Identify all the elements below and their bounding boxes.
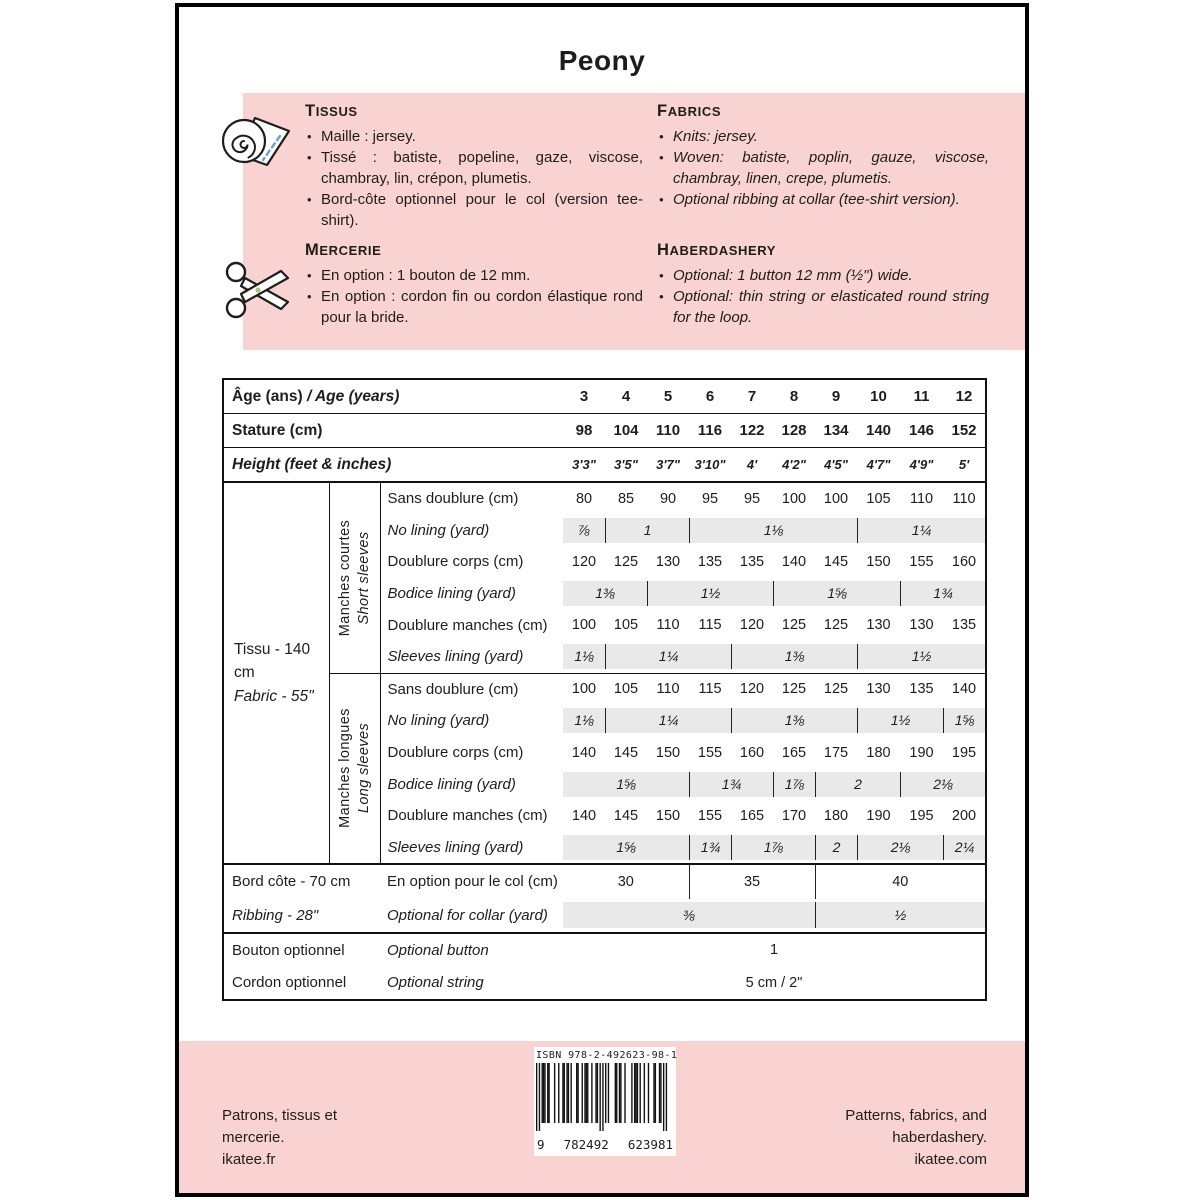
yard-value: 1⅜ <box>731 705 857 737</box>
ribbing-label-en: Ribbing - 28" <box>232 906 319 924</box>
isbn-label: ISBN 978-2-492623-98-1 <box>536 1050 678 1061</box>
barcode-digit-group: 9 <box>537 1137 545 1152</box>
mercerie-heading: MERCERIE <box>305 241 382 259</box>
fabrics-heading: FABRICS <box>657 102 722 120</box>
extra-value: 5 cm / 2" <box>745 974 803 991</box>
age-row-label: Âge (ans) / Age (years) <box>223 379 563 414</box>
yard-value: 1⅜ <box>563 578 647 610</box>
yard-value: 1⅝ <box>943 705 986 737</box>
cm-value: 130 <box>866 617 891 634</box>
row-label: Sans doublure (cm) <box>380 482 563 515</box>
age-value: 12 <box>943 379 986 414</box>
footer-left <box>222 1105 337 1171</box>
ribbing-cm-label: En option pour le col (cm) <box>380 864 563 899</box>
row-label: Sleeves lining (yard) <box>387 648 524 666</box>
extra-label-en: Optional string <box>387 974 484 992</box>
cm-value: 200 <box>951 807 977 824</box>
fabric-roll-icon <box>217 109 303 173</box>
height-value: 3'5" <box>614 457 638 472</box>
collar-yard-value: ½ <box>815 899 986 934</box>
cm-value: 160 <box>739 744 765 761</box>
stature-value: 98 <box>563 414 605 448</box>
yard-value: 2 <box>815 768 900 800</box>
haberdashery-section <box>657 241 989 328</box>
yard-value: 1¼ <box>605 705 731 737</box>
height-row-label: Height (feet & inches) <box>232 455 392 473</box>
cm-value: 155 <box>909 553 934 570</box>
height-value: 4'7" <box>866 457 891 472</box>
barcode-digits <box>536 1137 674 1152</box>
cm-value: 150 <box>866 553 891 570</box>
cm-value: 160 <box>951 553 977 570</box>
footer-band <box>179 1041 1025 1193</box>
list-item: • En option : cordon fin ou cordon élastique rond pour la bride. <box>305 286 643 328</box>
stature-value: 116 <box>689 414 731 448</box>
cm-value: 135 <box>951 617 977 634</box>
footer-line: Patrons, tissus et <box>222 1107 338 1124</box>
age-value: 3 <box>563 379 605 414</box>
cm-value: 125 <box>823 617 849 634</box>
cm-value: 110 <box>647 673 689 705</box>
footer-site-en: ikatee.com <box>914 1151 987 1168</box>
stature-value: 110 <box>647 414 689 448</box>
cm-value: 90 <box>647 482 689 515</box>
cm-value: 140 <box>571 744 597 761</box>
extra-label-fr: Cordon optionnel <box>232 974 347 992</box>
cm-value: 100 <box>773 482 815 515</box>
sleeve-section-label: Manches longues Long sleeves <box>329 673 380 864</box>
cm-value: 180 <box>823 807 849 824</box>
footer-line: mercerie. <box>222 1129 285 1146</box>
stature-value: 122 <box>731 414 773 448</box>
height-value: 4'2" <box>782 457 806 472</box>
row-label: Doublure manches (cm) <box>387 807 548 825</box>
cm-value: 85 <box>605 482 647 515</box>
cm-value: 190 <box>909 744 934 761</box>
fabrics-list <box>657 126 989 210</box>
cm-value: 140 <box>943 673 986 705</box>
yard-value: 2⅛ <box>857 832 943 865</box>
cm-value: 175 <box>823 744 849 761</box>
stature-row-label: Stature (cm) <box>223 414 563 448</box>
cm-value: 105 <box>613 617 639 634</box>
list-item: • En option : 1 bouton de 12 mm. <box>305 265 643 286</box>
cm-value: 165 <box>739 807 765 824</box>
fabrics-section <box>657 102 989 210</box>
haberdashery-list <box>657 265 989 328</box>
tissus-list <box>305 126 643 231</box>
sleeve-section-label: Manches courtes Short sleeves <box>329 482 380 673</box>
cm-value: 110 <box>656 617 680 634</box>
cm-value: 120 <box>739 617 765 634</box>
yard-value: 1⅝ <box>773 578 900 610</box>
scissors-icon <box>222 257 296 323</box>
list-item: • Knits: jersey. <box>657 126 989 147</box>
ribbing-label-fr: Bord côte - 70 cm <box>223 864 380 899</box>
list-item: • Optional ribbing at collar (tee-shirt version). <box>657 189 989 210</box>
age-value: 6 <box>689 379 731 414</box>
height-value: 4'9" <box>909 457 934 472</box>
cm-value: 145 <box>613 744 639 761</box>
row-label: No lining (yard) <box>387 521 490 539</box>
cm-value: 135 <box>739 553 765 570</box>
yard-value: 1⅝ <box>563 768 689 800</box>
age-value: 7 <box>731 379 773 414</box>
cm-value: 125 <box>815 673 857 705</box>
cm-value: 100 <box>815 482 857 515</box>
height-value: 4'5" <box>824 457 848 472</box>
cm-value: 195 <box>909 807 934 824</box>
extra-label-fr: Bouton optionnel <box>223 933 380 967</box>
yard-value: 2⅛ <box>900 768 986 800</box>
footer-right <box>845 1105 987 1171</box>
cm-value: 140 <box>571 807 597 824</box>
cm-value: 140 <box>781 553 807 570</box>
cm-value: 180 <box>866 744 891 761</box>
list-item: • Tissé : batiste, popeline, gaze, viscose, chambray, lin, crépon, plumetis. <box>305 147 643 189</box>
footer-line: haberdashery. <box>892 1129 987 1146</box>
yard-value: 1¼ <box>605 641 731 673</box>
cm-value: 145 <box>613 807 639 824</box>
yard-value: 1⅛ <box>689 515 857 547</box>
ribbing-yard-label: Optional for collar (yard) <box>387 906 548 924</box>
height-value: 3'10" <box>694 457 726 472</box>
extra-value: 1 <box>563 933 986 967</box>
cm-value: 95 <box>731 482 773 515</box>
height-value: 5' <box>958 457 970 472</box>
cm-value: 170 <box>781 807 807 824</box>
yard-value: 1⅜ <box>731 641 857 673</box>
cm-value: 155 <box>697 807 723 824</box>
cm-value: 120 <box>571 553 597 570</box>
yard-value: 1⅞ <box>731 832 815 865</box>
stature-value: 152 <box>943 414 986 448</box>
cm-value: 130 <box>909 617 934 634</box>
stature-value: 104 <box>605 414 647 448</box>
size-table-wrap <box>222 378 987 1001</box>
mercerie-section <box>305 241 643 328</box>
cm-value: 125 <box>773 673 815 705</box>
cm-value: 135 <box>697 553 723 570</box>
row-label: Sleeves lining (yard) <box>387 838 524 856</box>
age-value: 4 <box>605 379 647 414</box>
age-value: 11 <box>900 379 943 414</box>
cm-value: 125 <box>613 553 639 570</box>
size-table <box>222 378 987 1001</box>
cm-value: 110 <box>900 482 943 515</box>
yard-value: 1 <box>605 515 689 547</box>
cm-value: 105 <box>857 482 900 515</box>
tissus-section <box>305 102 643 231</box>
barcode-bars <box>536 1063 668 1131</box>
collar-yard-value: ⅜ <box>563 899 815 934</box>
cm-value: 130 <box>857 673 900 705</box>
haberdashery-heading: HABERDASHERY <box>657 241 777 259</box>
barcode-digit-group: 623981 <box>627 1137 673 1152</box>
age-value: 8 <box>773 379 815 414</box>
row-label: Doublure corps (cm) <box>387 744 524 762</box>
row-label: Sans doublure (cm) <box>380 673 563 705</box>
collar-cm-value: 30 <box>563 864 689 899</box>
stature-value: 140 <box>857 414 900 448</box>
footer-site-fr: ikatee.fr <box>222 1151 276 1168</box>
mercerie-list <box>305 265 643 328</box>
yard-value: 2¼ <box>943 832 986 865</box>
stature-value: 134 <box>815 414 857 448</box>
yard-value: 1⅛ <box>563 641 605 673</box>
cm-value: 130 <box>655 553 681 570</box>
cm-value: 100 <box>563 673 605 705</box>
cm-value: 145 <box>823 553 849 570</box>
age-value: 5 <box>647 379 689 414</box>
row-label: Doublure corps (cm) <box>387 553 524 571</box>
yard-value: 1½ <box>647 578 773 610</box>
barcode-digit-group: 782492 <box>563 1137 609 1152</box>
yard-value: 1½ <box>857 641 986 673</box>
yard-value: 1¾ <box>689 832 731 865</box>
cm-value: 80 <box>563 482 605 515</box>
list-item: • Bord-côte optionnel pour le col (version tee-shirt). <box>305 189 643 231</box>
age-value: 9 <box>815 379 857 414</box>
yard-value: 1⅝ <box>563 832 689 865</box>
stature-value: 128 <box>773 414 815 448</box>
list-item: • Optional: thin string or elasticated round string for the loop. <box>657 286 989 328</box>
yard-value: 1¾ <box>689 768 773 800</box>
cm-value: 155 <box>697 744 723 761</box>
collar-cm-value: 40 <box>815 864 986 899</box>
cm-value: 105 <box>605 673 647 705</box>
cm-value: 115 <box>698 617 722 634</box>
extra-label-en: Optional button <box>380 933 563 967</box>
yard-value: 1⅞ <box>773 768 815 800</box>
cm-value: 165 <box>781 744 807 761</box>
materials-box <box>243 93 1025 350</box>
yard-value: 2 <box>815 832 857 865</box>
yard-value: 1⅛ <box>563 705 605 737</box>
cm-value: 125 <box>781 617 807 634</box>
footer-line: Patterns, fabrics, and <box>845 1107 987 1124</box>
yard-value: ⅞ <box>563 515 605 547</box>
row-label: Doublure manches (cm) <box>387 616 548 634</box>
pattern-title: Peony <box>558 45 646 76</box>
height-value: 3'7" <box>656 457 680 472</box>
cm-value: 115 <box>689 673 731 705</box>
yard-value: 1¼ <box>857 515 986 547</box>
fabric-width-label: Tissu - 140 cm Fabric - 55" <box>223 482 329 864</box>
cm-value: 100 <box>571 617 597 634</box>
page-frame <box>175 3 1029 1197</box>
height-value: 4' <box>746 457 758 472</box>
barcode <box>534 1047 676 1156</box>
list-item: • Woven: batiste, poplin, gauze, viscose, chambray, linen, crepe, plumetis. <box>657 147 989 189</box>
cm-value: 195 <box>951 744 977 761</box>
list-item: • Maille : jersey. <box>305 126 643 147</box>
cm-value: 190 <box>866 807 891 824</box>
tissus-heading: TISSUS <box>305 102 358 120</box>
height-value: 3'3" <box>572 457 596 472</box>
list-item: • Optional: 1 button 12 mm (½") wide. <box>657 265 989 286</box>
cm-value: 110 <box>943 482 986 515</box>
cm-value: 135 <box>900 673 943 705</box>
cm-value: 95 <box>689 482 731 515</box>
cm-value: 150 <box>655 744 681 761</box>
row-label: No lining (yard) <box>387 712 490 730</box>
collar-cm-value: 35 <box>689 864 815 899</box>
row-label: Bodice lining (yard) <box>387 775 516 793</box>
yard-value: 1½ <box>857 705 943 737</box>
cm-value: 150 <box>655 807 681 824</box>
cm-value: 120 <box>731 673 773 705</box>
yard-value: 1¾ <box>900 578 986 610</box>
age-value: 10 <box>857 379 900 414</box>
row-label: Bodice lining (yard) <box>387 585 516 603</box>
stature-value: 146 <box>900 414 943 448</box>
